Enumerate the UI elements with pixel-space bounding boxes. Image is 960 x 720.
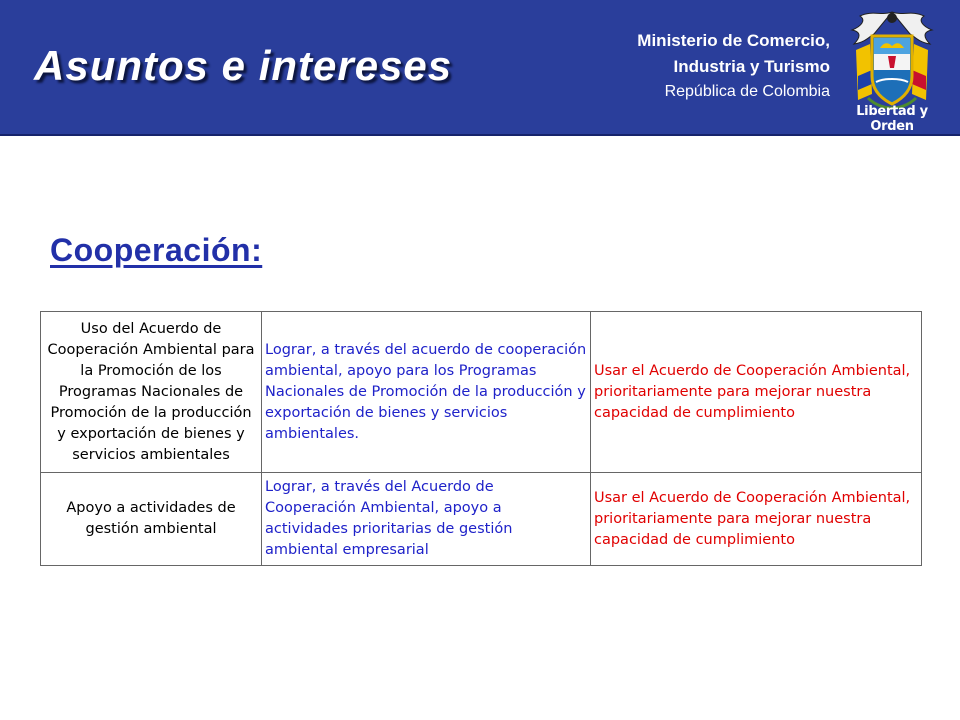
ministry-line-3: República de Colombia <box>664 83 830 100</box>
table-row <box>41 312 922 473</box>
slide-title: Asuntos e intereses <box>34 42 453 89</box>
crest-motto: Libertad y Orden <box>856 104 928 134</box>
ministry-line-2: Industria y Turismo <box>673 57 830 76</box>
cooperation-table <box>40 311 922 566</box>
ministry-block <box>637 28 830 104</box>
topic-cell: Uso del Acuerdo de Cooperación Ambiental para la Promoción de los Programas Nacionales de Promoción de la producción y exportación de bienes y servicios ambientales <box>41 312 262 473</box>
table-row <box>41 473 922 566</box>
header-bar <box>0 0 960 136</box>
goal-cell: Lograr, a través del acuerdo de cooperación ambiental, apoyo para los Programas Nacionales de Promoción de la producción y exportación de bienes y servicios ambientales. <box>262 312 591 473</box>
position-cell: Usar el Acuerdo de Cooperación Ambiental, prioritariamente para mejorar nuestra capacidad de cumplimiento <box>591 312 922 473</box>
topic-cell: Apoyo a actividades de gestión ambiental <box>41 473 262 566</box>
position-cell: Usar el Acuerdo de Cooperación Ambiental, prioritariamente para mejorar nuestra capacidad de cumplimiento <box>591 473 922 566</box>
section-title: Cooperación: <box>50 232 263 268</box>
ministry-line-1: Ministerio de Comercio, <box>637 31 830 50</box>
goal-cell: Lograr, a través del Acuerdo de Cooperación Ambiental, apoyo a actividades prioritarias de gestión ambiental empresarial <box>262 473 591 566</box>
